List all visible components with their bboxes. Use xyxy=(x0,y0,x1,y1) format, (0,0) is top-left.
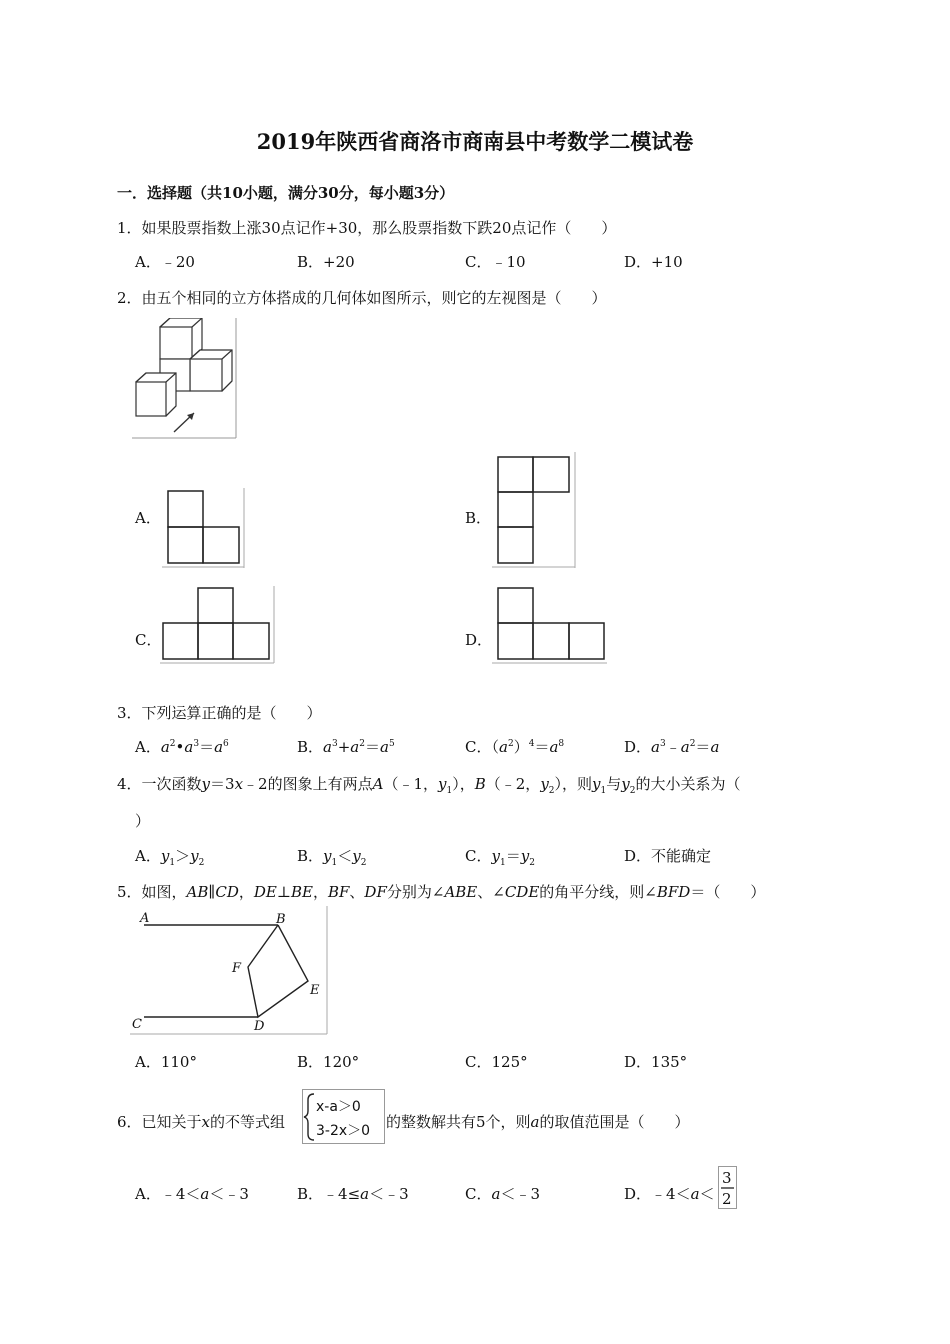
q1-option-d: D．+10 xyxy=(624,253,683,271)
inequality-system xyxy=(302,1089,386,1145)
fraction-three-halves xyxy=(718,1166,738,1210)
label-e: E xyxy=(310,983,320,998)
q2-option-b-label: B． xyxy=(465,509,492,527)
frac-denominator: 2 xyxy=(722,1190,732,1208)
q6-option-c: C．a＜﹣3 xyxy=(465,1185,540,1203)
q4-option-a: A．$y_1>y_2$ xyxy=(135,847,205,868)
q2-option-d-figure xyxy=(492,586,608,666)
question-4-stem: 4．一次函数y＝3x﹣2的图象上有两点A（﹣1，$y_1$），B（﹣2，$y_2$），则$y_1$与$y_2$的大小关系为（ xyxy=(117,775,741,796)
q3-option-a: A．$a^2•a^3=a^6$ xyxy=(135,738,229,756)
q5-option-b: B．120° xyxy=(297,1053,360,1071)
q2-option-c-figure xyxy=(160,586,278,666)
label-f: F xyxy=(232,961,242,976)
q2-option-b-figure xyxy=(492,452,578,570)
q4-option-c: C．$y_1=y_2$ xyxy=(465,847,535,868)
q5-option-d: D．135° xyxy=(624,1053,688,1071)
question-3-stem: 3．下列运算正确的是（ ） xyxy=(117,704,322,722)
system-line-2: 3-2x＞0 xyxy=(316,1123,371,1139)
q4-option-d: D．不能确定 xyxy=(624,847,712,865)
label-b: B xyxy=(276,912,286,927)
question-2-stem: 2．由五个相同的立方体搭成的几何体如图所示，则它的左视图是（ ） xyxy=(117,289,607,307)
question-6-stem-b: 的整数解共有5个，则a的取值范围是（ ） xyxy=(386,1113,690,1131)
section-heading: 一．选择题（共10小题，满分30分，每小题3分） xyxy=(117,184,455,202)
question-5-stem: 5．如图，AB∥CD，DE⊥BE，BF、DF分别为∠ABE、∠CDE的角平分线，则∠BFD＝（ ） xyxy=(117,883,766,901)
system-line-1: x-a＞0 xyxy=(316,1099,361,1115)
q2-option-a-figure xyxy=(162,488,246,570)
label-c: C xyxy=(132,1017,142,1032)
q2-solid-figure xyxy=(132,318,240,440)
q6-option-a: A．﹣4＜a＜﹣3 xyxy=(135,1185,249,1203)
page-title: 2019年陕西省商洛市商南县中考数学二模试卷 xyxy=(256,129,694,154)
label-a: A xyxy=(140,911,150,926)
frac-numerator: 3 xyxy=(722,1169,732,1187)
q3-option-d: D．$a^3﹣a^2=a$ xyxy=(624,738,720,756)
q1-option-b: B．+20 xyxy=(297,253,355,271)
question-6-stem-a: 6．已知关于x的不等式组 xyxy=(117,1113,286,1131)
label-d: D xyxy=(254,1019,265,1034)
q1-option-c: C．﹣10 xyxy=(465,253,526,271)
question-1-stem: 1．如果股票指数上涨30点记作+30，那么股票指数下跌20点记作（ ） xyxy=(117,219,617,237)
q5-geometry-figure xyxy=(130,906,330,1036)
q2-option-d-label: D． xyxy=(465,631,493,649)
q2-option-c-label: C． xyxy=(135,631,162,649)
question-4-stem-cont: ） xyxy=(135,812,151,830)
q6-option-b: B．﹣4≤a＜﹣3 xyxy=(297,1185,409,1203)
q2-option-a-label: A． xyxy=(135,509,161,527)
q6-option-d: D．﹣4＜a＜ xyxy=(624,1185,715,1203)
q3-option-b: B．$a^3+a^2=a^5$ xyxy=(297,738,395,756)
q5-option-a: A．110° xyxy=(135,1053,197,1071)
q4-option-b: B．$y_1<y_2$ xyxy=(297,847,367,868)
q1-option-a: A．﹣20 xyxy=(135,253,195,271)
q3-option-c: C．$(a^2)^4=a^8$ xyxy=(465,738,565,756)
q5-option-c: C．125° xyxy=(465,1053,528,1071)
